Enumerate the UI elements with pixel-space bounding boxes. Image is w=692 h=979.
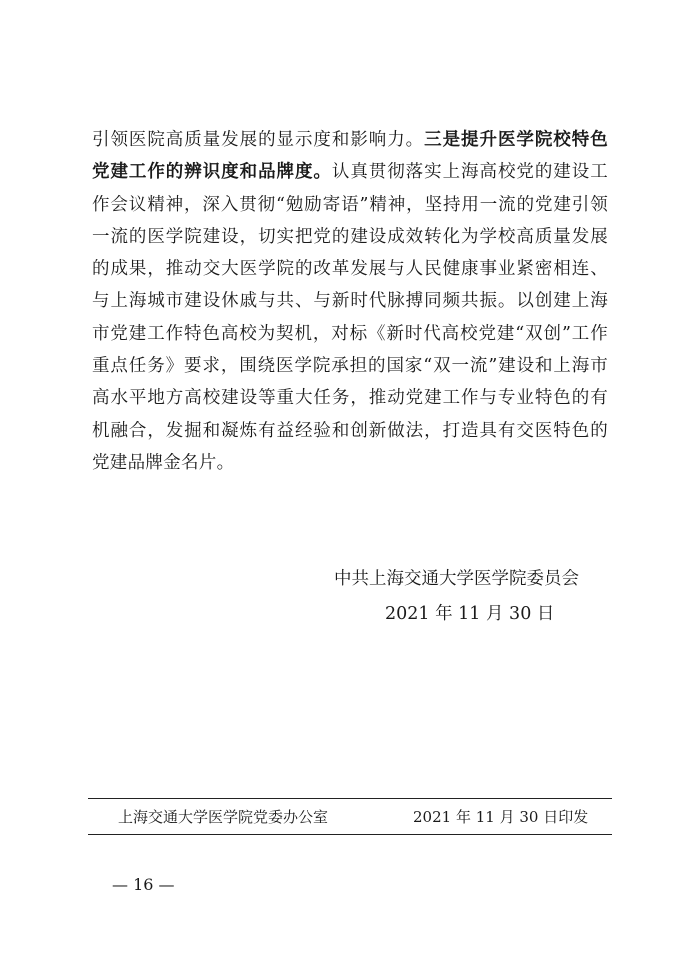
footer-issuing-office: 上海交通大学医学院党委办公室: [118, 808, 329, 826]
footer-bottom-rule: [88, 834, 612, 835]
footer-top-rule: [88, 798, 612, 799]
signature-organization: 中共上海交通大学医学院委员会: [334, 569, 579, 589]
body-paragraph: [92, 124, 608, 479]
signature-date: 2021 年 11 月 30 日: [385, 604, 555, 624]
body-text-segment-3: 认真贯彻落实上海高校党的建设工作会议精神，深入贯彻“勉励寄语”精神，坚持用一流的党建引领一流的医学院建设，切实把党的建设成效转化为学校高质量发展的成果，推动交大医学院的改革发展与人民健康事业紧密相连、与上海城市建设休戚与共、与新时代脉搏同频共振。以创建上海市党建工作特色高校为契机，对标《新时代高校党建“双创”工作重点任务》要求，围绕医学院承担的国家“双一流”建设和上海市高水平地方高校建设等重大任务，推动党建工作与专业特色的有机融合，发掘和凝炼有益经验和创新做法，打造具有交医特色的党建品牌金名片。: [92, 162, 608, 473]
page-number: — 16 —: [112, 875, 175, 894]
body-text-segment-1: 引领医院高质量发展的显示度和影响力。: [92, 130, 425, 150]
body-text-bold-heading: 三是提升医学院校特色党建工作的辨识度和品牌度。: [92, 130, 609, 183]
footer-print-date: 2021 年 11 月 30 日印发: [413, 808, 589, 826]
